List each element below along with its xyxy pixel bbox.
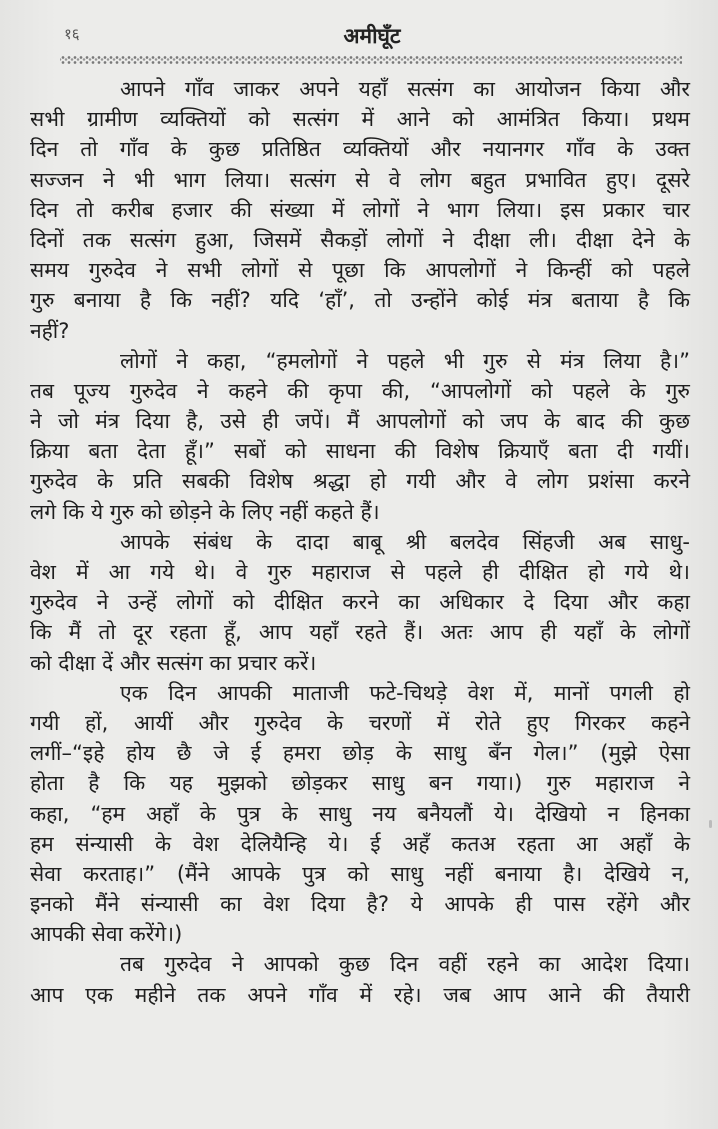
text-line: गुरुदेव ने उन्हें लोगों को दीक्षित करने का अधिकार दे दिया और कहा: [30, 590, 690, 615]
scan-artifact: [709, 820, 712, 828]
text-line: कहा, “हम अहाँ के पुत्र के साधु नय बनैयलौं ये। देखियो न हिनका: [30, 801, 690, 826]
text-line: ने जो मंत्र दिया है, उसे ही जपें। मैं आपलोगों को जप के बाद की कुछ: [30, 409, 690, 434]
text-line: कि मैं तो दूर रहता हूँ, आप यहाँ रहते हैं। अतः आप ही यहाँ के लोगों: [30, 620, 690, 645]
text-line: आपकी सेवा करेंगे।): [30, 922, 183, 947]
page-header: [62, 22, 682, 52]
text-line: लगे कि ये गुरु को छोड़ने के लिए नहीं कहते हैं।: [30, 499, 380, 524]
text-line: होता है कि यह मुझको छोड़कर साधु बन गया।) गुरु महाराज ने: [30, 771, 690, 796]
text-line: एक दिन आपकी माताजी फटे-चिथड़े वेश में, मानों पगली हो: [120, 680, 690, 705]
text-line: दिन तो करीब हजार की संख्या में लोगों ने भाग लिया। इस प्रकार चार: [30, 197, 690, 222]
text-line: को दीक्षा दें और सत्संग का प्रचार करें।: [30, 650, 317, 675]
ornamental-divider: [60, 55, 682, 65]
text-line: सभी ग्रामीण व्यक्तियों को सत्संग में आने को आमंत्रित किया। प्रथम: [30, 107, 690, 132]
running-title: अमीघूँट: [343, 24, 401, 48]
body-text: [30, 74, 690, 1010]
text-line: सज्जन ने भी भाग लिया। सत्संग से वे लोग बहुत प्रभावित हुए। दूसरे: [30, 167, 690, 192]
text-line: आपके संबंध के दादा बाबू श्री बलदेव सिंहजी अब साधु-: [120, 529, 690, 554]
text-line: नहीं?: [30, 318, 70, 343]
text-line: आप एक महीने तक अपने गाँव में रहे। जब आप आने की तैयारी: [30, 982, 690, 1007]
text-line: गुरु बनाया है कि नहीं? यदि ‘हाँ’, तो उन्होंने कोई मंत्र बताया है कि: [30, 288, 690, 313]
text-line: समय गुरुदेव ने सभी लोगों से पूछा कि आपलोगों ने किन्हीं को पहले: [30, 258, 690, 283]
text-line: लोगों ने कहा, “हमलोगों ने पहले भी गुरु से मंत्र लिया है।”: [120, 348, 690, 373]
text-line: आपने गाँव जाकर अपने यहाँ सत्संग का आयोजन किया और: [120, 77, 690, 101]
text-line: क्रिया बता देता हूँ।” सबों को साधना की विशेष क्रियाएँ बता दी गयीं।: [30, 439, 690, 464]
text-line: तब पूज्य गुरुदेव ने कहने की कृपा की, “आपलोगों को पहले के गुरु: [30, 378, 690, 403]
text-line: गुरुदेव के प्रति सबकी विशेष श्रद्धा हो गयी और वे लोग प्रशंसा करने: [30, 469, 690, 494]
page-number: १६: [64, 25, 80, 43]
text-line: इनको मैंने संन्यासी का वेश दिया है? ये आपके ही पास रहेंगे और: [30, 892, 690, 917]
text-line: दिनों तक सत्संग हुआ, जिसमें सैकड़ों लोगों ने दीक्षा ली। दीक्षा देने के: [30, 227, 690, 252]
text-line: गयी हों, आयीं और गुरुदेव के चरणों में रोते हुए गिरकर कहने: [30, 710, 690, 735]
text-line: वेश में आ गये थे। वे गुरु महाराज से पहले ही दीक्षित हो गये थे।: [30, 560, 690, 584]
text-line: दिन तो गाँव के कुछ प्रतिष्ठित व्यक्तियों और नयानगर गाँव के उक्त: [30, 137, 690, 162]
text-line: हम संन्यासी के वेश देलियैन्हि ये। ई अहँ कतअ रहता आ अहाँ के: [30, 831, 690, 856]
text-line: लगीं–“इहे होय छै जे ई हमरा छोड़ के साधु बँन गेल।” (मुझे ऐसा: [30, 741, 690, 766]
text-line: सेवा करताह।” (मैंने आपके पुत्र को साधु नहीं बनाया है। देखिये न,: [30, 861, 690, 886]
text-line: तब गुरुदेव ने आपको कुछ दिन वहीं रहने का आदेश दिया।: [120, 952, 690, 977]
